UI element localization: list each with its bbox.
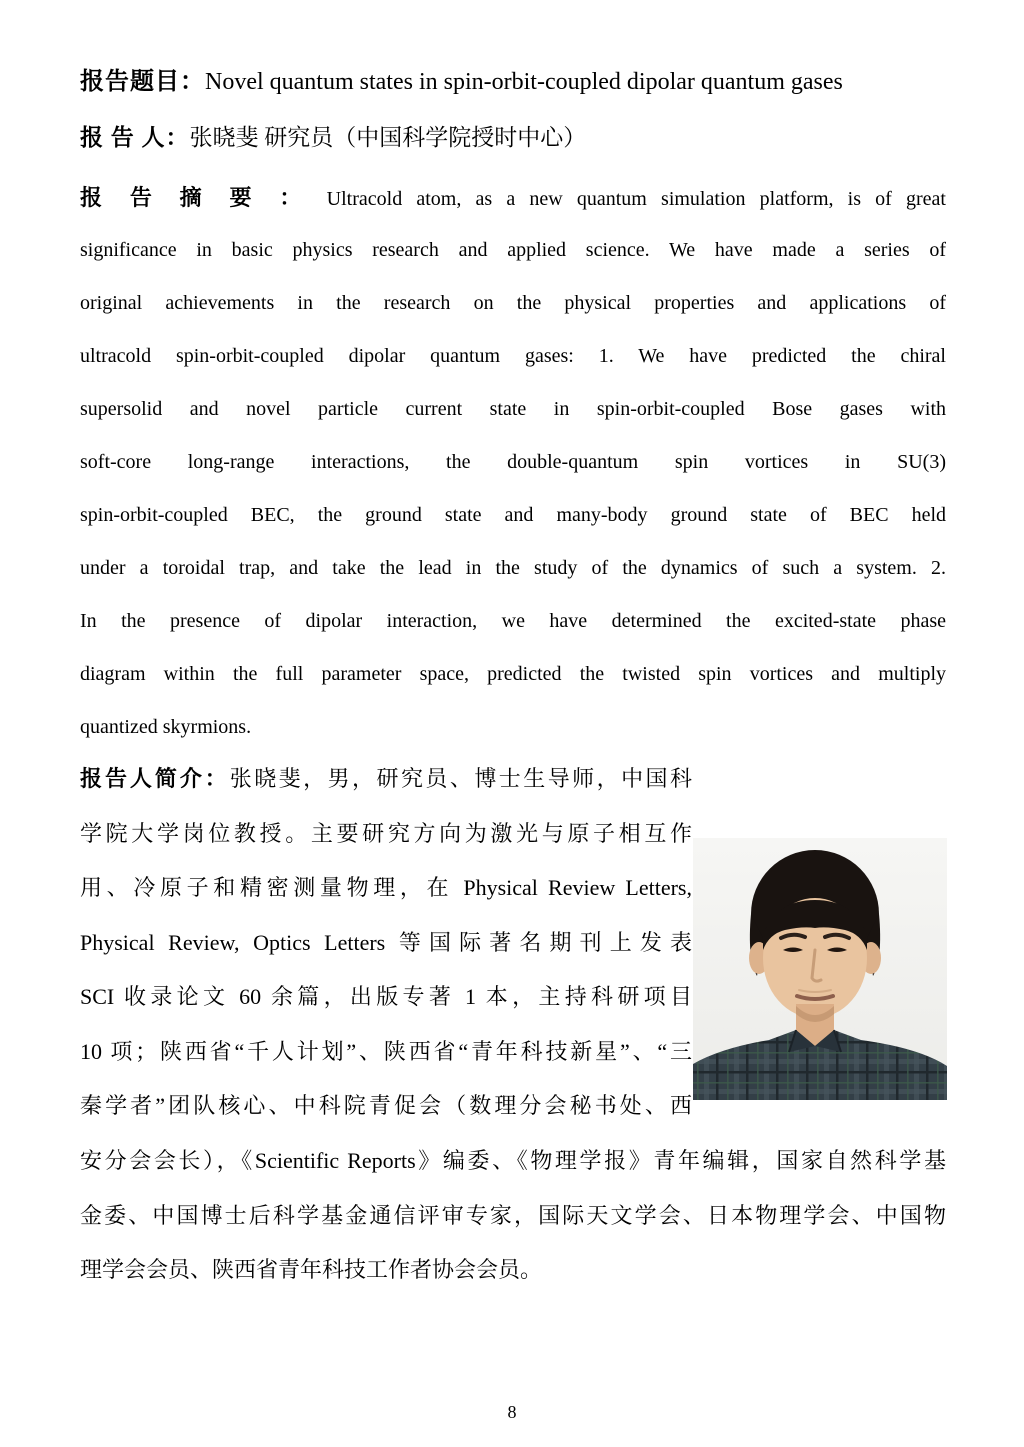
report-speaker-text: 张晓斐 研究员（中国科学院授时中心） xyxy=(189,125,587,150)
report-speaker-label: 报 告 人： xyxy=(80,125,190,150)
report-title-label: 报告题目： xyxy=(80,69,205,95)
abstract-line: quantized skyrmions. xyxy=(80,716,252,738)
speaker-bio-paragraph-wide xyxy=(80,1134,946,1298)
abstract-line: under a toroidal trap, and take the lead in the study of the dynamics of such a system. 2. xyxy=(80,557,946,579)
bio-line: 金委、中国博士后科学基金通信评审专家，国际天文学会、日本物理学会、中国物 xyxy=(80,1202,946,1228)
report-speaker-line xyxy=(80,118,946,158)
bio-label: 报告人简介： xyxy=(80,766,230,791)
bio-line: 用、冷原子和精密测量物理，在 Physical Review Letters, xyxy=(80,875,692,900)
bio-line: 学院大学岗位教授。主要研究方向为激光与原子相互作 xyxy=(80,820,692,846)
bio-line: 报告人简介：张晓斐，男，研究员、博士生导师，中国科 xyxy=(80,766,692,791)
bio-line: Physical Review, Optics Letters 等国际著名期刊上发表 xyxy=(80,929,692,955)
bio-line: 秦学者”团队核心、中科院青促会（数理分会秘书处、西 xyxy=(80,1093,692,1118)
bio-line: SCI 收录论文 60 余篇，出版专著 1 本，主持科研项目 xyxy=(80,984,692,1009)
bio-line: 理学会会员、陕西省青年科技工作者协会会员。 xyxy=(80,1257,543,1282)
abstract-line: 报 告 摘 要 ： Ultracold atom, as a new quantum simulation platform, is of great xyxy=(80,185,946,210)
abstract-label: 报 告 摘 要 ： xyxy=(80,185,313,210)
speaker-bio-paragraph-narrow xyxy=(80,752,692,1134)
abstract-line: soft-core long-range interactions, the double-quantum spin vortices in SU(3) xyxy=(80,451,946,473)
abstract-line: supersolid and novel particle current state in spin-orbit-coupled Bose gases with xyxy=(80,398,946,420)
abstract-line: diagram within the full parameter space, predicted the twisted spin vortices and multiply xyxy=(80,663,946,685)
abstract-line: ultracold spin-orbit-coupled dipolar quantum gases: 1. We have predicted the chiral xyxy=(80,345,946,367)
abstract-line: significance in basic physics research and applied science. We have made a series of xyxy=(80,239,946,261)
abstract-line: spin-orbit-coupled BEC, the ground state and many-body ground state of BEC held xyxy=(80,504,946,526)
page-number: 8 xyxy=(507,1402,517,1422)
report-title-line xyxy=(80,62,946,102)
speaker-photo xyxy=(693,838,947,1100)
report-title-text: Novel quantum states in spin-orbit-coupled dipolar quantum gases xyxy=(205,69,843,95)
report-abstract-paragraph xyxy=(80,171,946,754)
abstract-line: original achievements in the research on the physical properties and applications of xyxy=(80,292,946,314)
speaker-portrait-graphic xyxy=(693,838,947,1100)
bio-line: 安分会会长），《Scientific Reports》编委、《物理学报》青年编辑，国家自然科学基 xyxy=(80,1148,946,1173)
abstract-line: In the presence of dipolar interaction, we have determined the excited-state phase xyxy=(80,610,946,632)
bio-line: 10 项；陕西省“千人计划”、陕西省“青年科技新星”、“三 xyxy=(80,1038,692,1064)
